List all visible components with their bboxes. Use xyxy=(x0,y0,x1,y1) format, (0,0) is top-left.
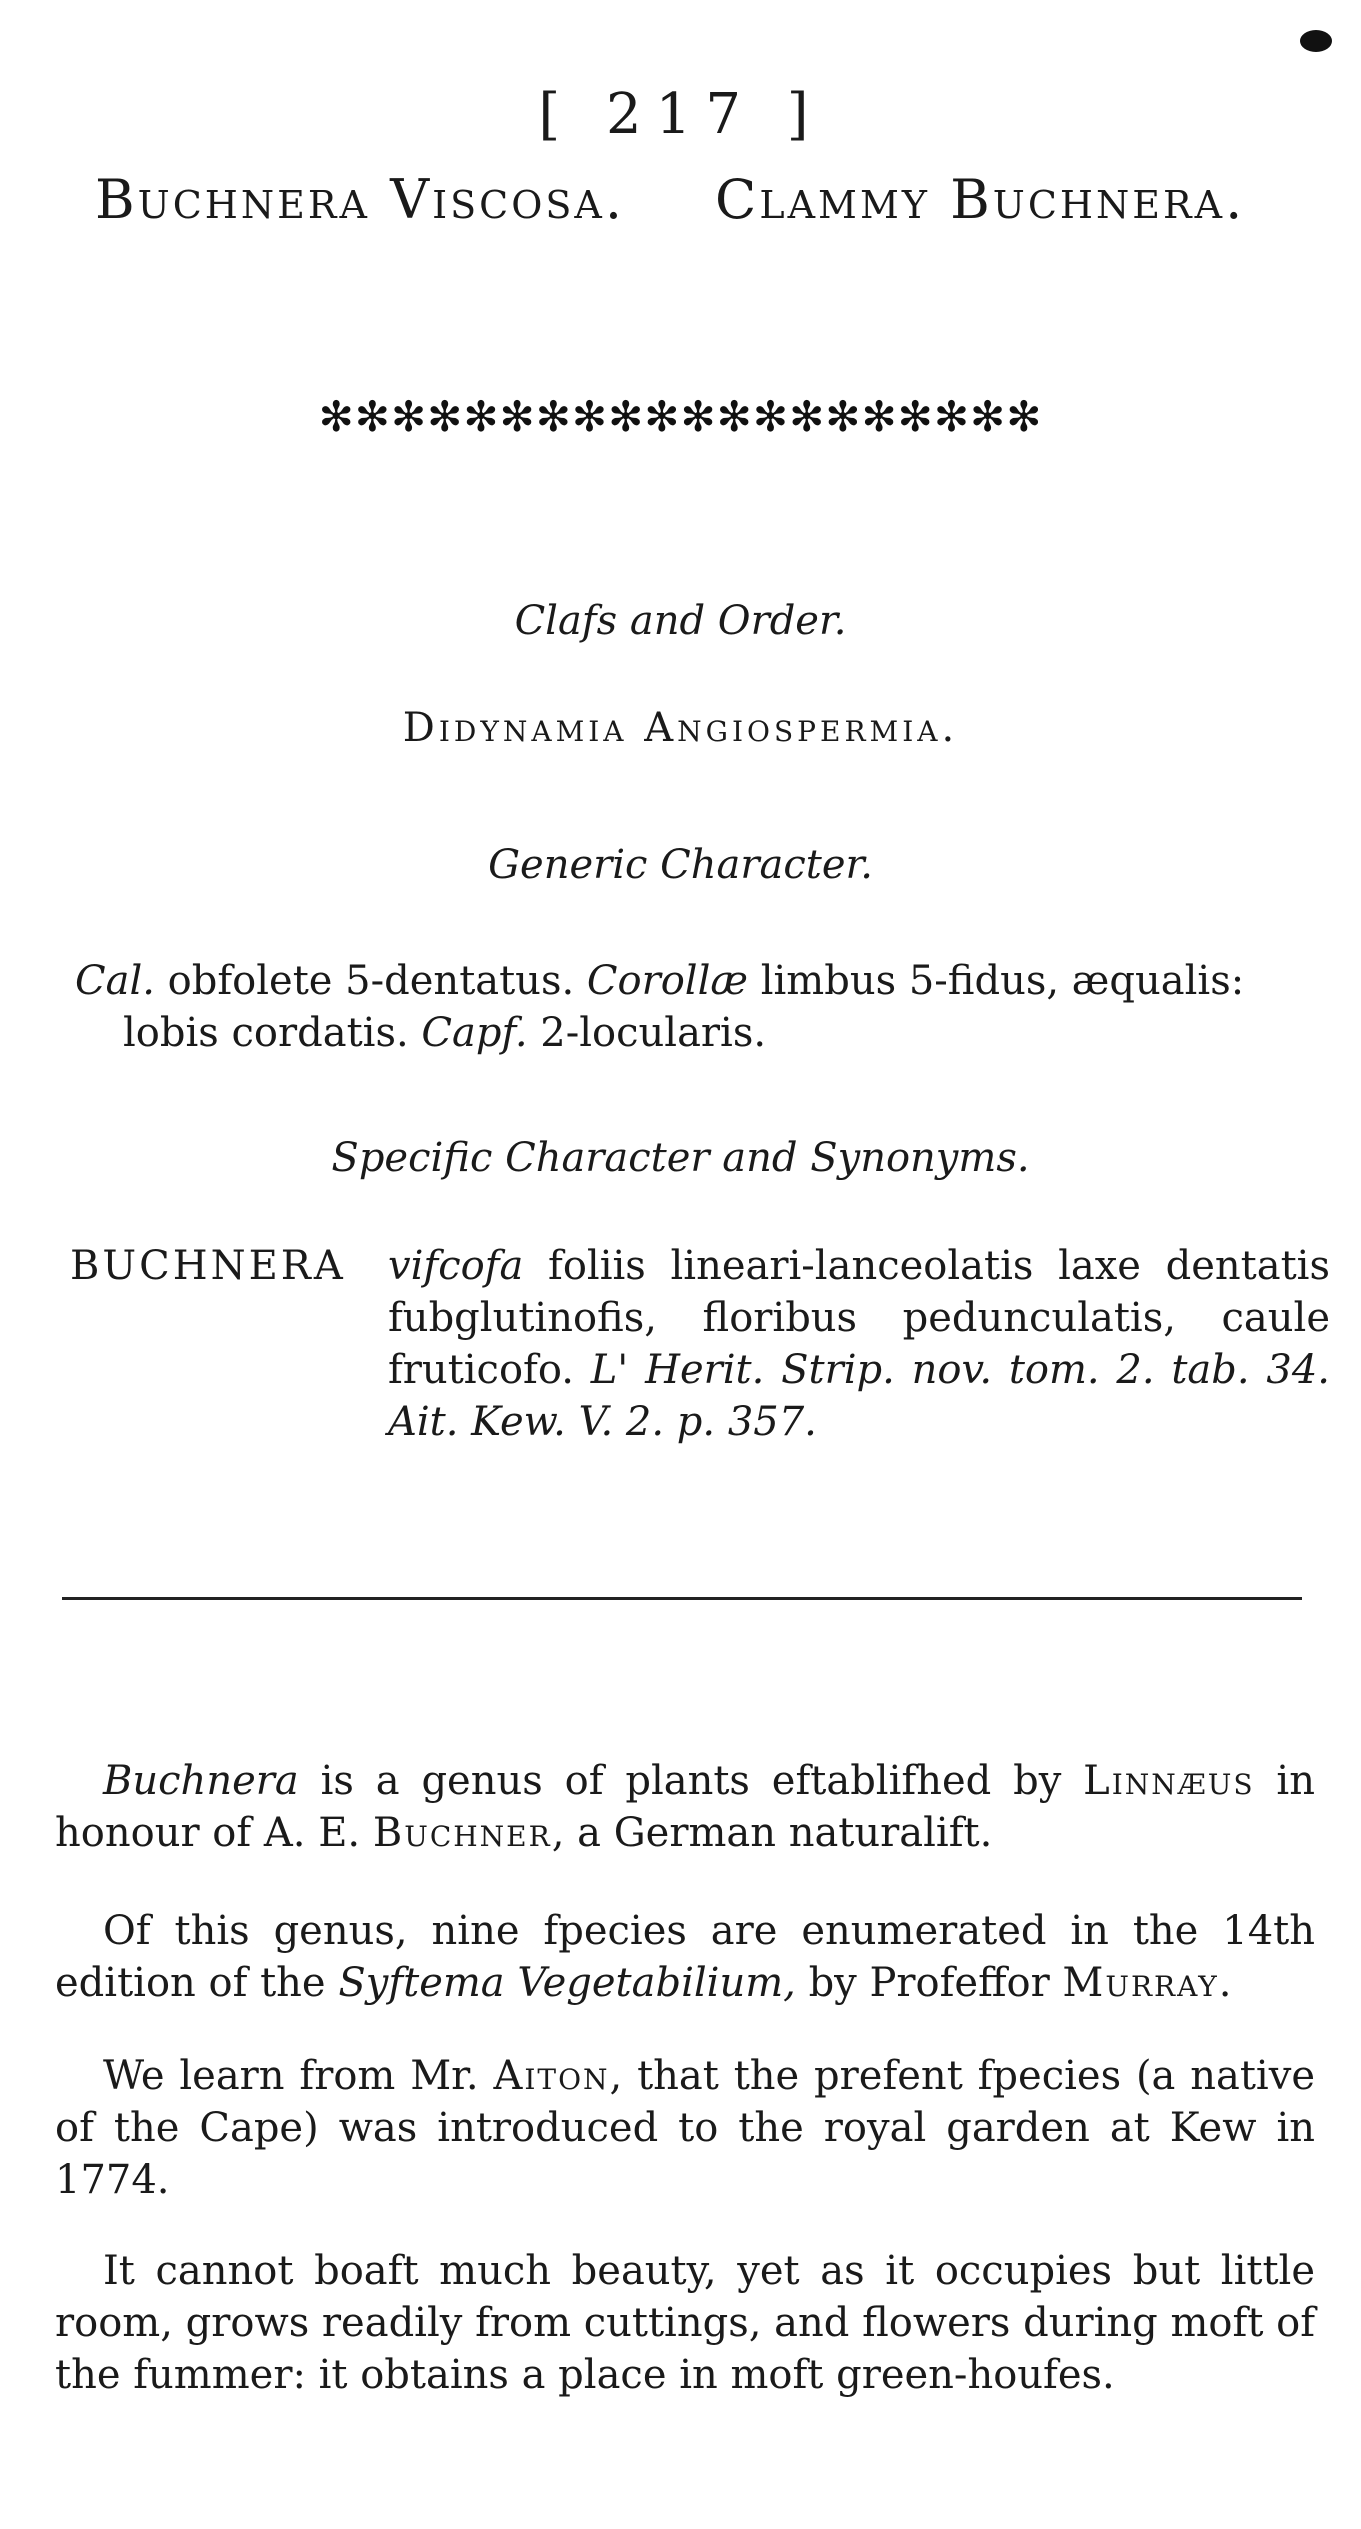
class-order-heading: Clafs and Order. xyxy=(514,598,847,644)
p4-text: It cannot boaft much beauty, yet as it occupies but little room, grows readily from cuttings, and flowers during moft of the fummer: it obtains a place in moft green-houfes. xyxy=(55,2248,1315,2398)
ink-blot xyxy=(1300,30,1332,52)
species-name: vifcofa xyxy=(388,1243,524,1289)
generic-character-heading: Generic Character. xyxy=(488,842,873,888)
cal-label: Cal. xyxy=(75,958,155,1004)
page-number: [ 217 ] xyxy=(538,82,823,147)
p2-text1: Of this genus, nine fpecies are enumerated in the 14th edition of the xyxy=(55,1908,1315,2006)
line2-text: lobis cordatis. xyxy=(123,1010,422,1056)
generic-character-text xyxy=(75,955,1325,1059)
paragraph-1 xyxy=(55,1755,1315,1859)
aiton: Aiton xyxy=(493,2053,610,2099)
p3-text1: We learn from Mr. xyxy=(103,2053,494,2099)
p1-text3: , a German naturalift. xyxy=(551,1810,993,1856)
systema-title: Syftema Vegetabilium, xyxy=(338,1960,796,2006)
murray: Murray xyxy=(1062,1960,1219,2006)
latin-name: Buchnera Viscosa. xyxy=(95,168,626,231)
cal-text: obfolete 5-dentatus. xyxy=(154,958,587,1004)
ornament-divider: ✻✻✻✻✻✻✻✻✻✻✻✻✻✻✻✻✻✻✻✻ xyxy=(318,392,1043,441)
caps-text: 2-locularis. xyxy=(527,1010,767,1056)
reference-aiton: Ait. Kew. V. 2. p. 357. xyxy=(388,1399,817,1445)
p2-text2: by Profeffor xyxy=(795,1960,1063,2006)
paragraph-4 xyxy=(55,2245,1315,2401)
corollae-label: Corollæ xyxy=(586,958,748,1004)
linnaeus: Linnæus xyxy=(1083,1758,1255,1804)
horizontal-rule xyxy=(62,1597,1302,1600)
genus-ref: Buchnera xyxy=(103,1758,299,1804)
buchner: Buchner xyxy=(372,1810,552,1856)
specific-character-heading: Specific Character and Synonyms. xyxy=(331,1135,1030,1181)
class-order-value: Didynamia Angiospermia. xyxy=(402,705,959,751)
genus-name: BUCHNERA xyxy=(70,1243,346,1289)
p3-text2: , that the prefent fpecies (a native of the Cape) was introduced to the royal garden at Kew in 1774. xyxy=(55,2053,1315,2203)
paragraph-2 xyxy=(55,1905,1315,2009)
description-text: foliis lineari-lanceolatis laxe dentatis fubglutinofis, floribus pedunculatis, caule fruticofo. xyxy=(388,1243,1330,1393)
corollae-text: limbus 5-fidus, æqualis: xyxy=(747,958,1245,1004)
caps-label: Capf. xyxy=(421,1010,528,1056)
p2-text3: . xyxy=(1218,1960,1232,2006)
common-name: Clammy Buchnera. xyxy=(715,168,1246,231)
p1-text1: is a genus of plants eftablifhed by xyxy=(298,1758,1084,1804)
p1-text2: in honour of A. E. xyxy=(55,1758,1315,1856)
paragraph-3 xyxy=(55,2050,1315,2206)
page-title xyxy=(95,168,1335,231)
reference-lheritier: L' Herit. Strip. nov. tom. 2. tab. 34. xyxy=(590,1347,1331,1393)
specific-description xyxy=(388,1240,1330,1448)
